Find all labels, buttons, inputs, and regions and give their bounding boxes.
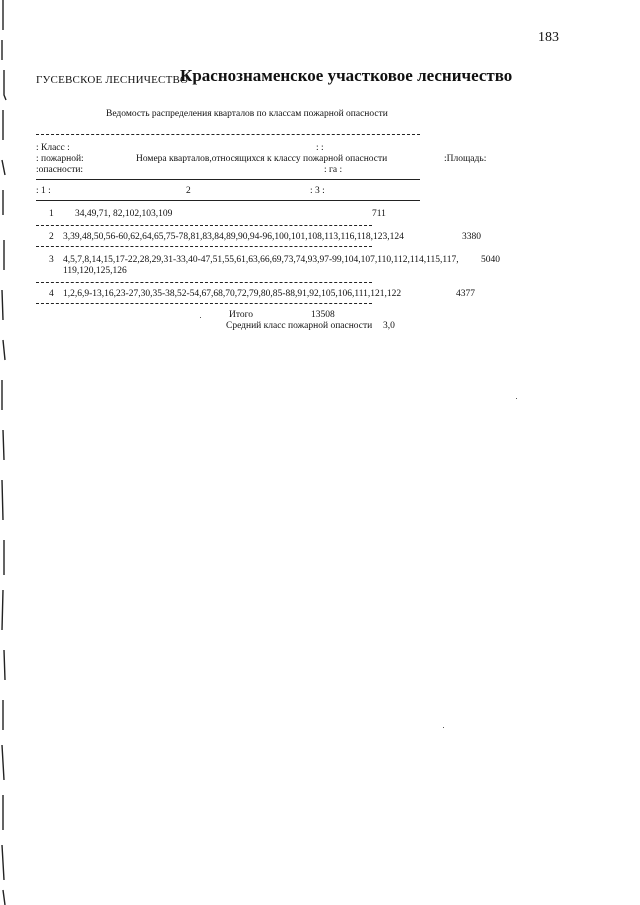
quarters-list: 1,2,6,9-13,16,23-27,30,35-38,52-54,67,68,70,72,79,80,85-88,91,92,105,106,111,121,122 [63, 289, 402, 299]
average-class-label: Средний класс пожарной опасности [226, 321, 373, 331]
class-number: 2 [49, 232, 54, 242]
area-value: 4377 [456, 289, 475, 299]
class-number: 3 [49, 255, 54, 265]
district-forestry-title: Краснознаменское участковое лесничество [180, 66, 513, 85]
area-value: 5040 [481, 255, 500, 265]
class-number: 1 [49, 209, 54, 219]
row-divider [36, 225, 372, 226]
numbering-rule [36, 200, 420, 201]
table-top-rule [36, 134, 420, 135]
class-number: 4 [49, 289, 54, 299]
header-class-label: : Класс : [36, 143, 70, 153]
total-label: Итого [229, 310, 254, 320]
total-value: 13508 [311, 310, 335, 320]
quarters-list-continued: 119,120,125,126 [63, 266, 127, 276]
column-number-1: : 1 : [36, 186, 51, 196]
scan-speck [200, 317, 201, 318]
header-area-label: :Площадь: [444, 154, 487, 164]
quarters-list: 34,49,71, 82,102,103,109 [75, 209, 173, 219]
header-area-unit: : га : [324, 165, 343, 175]
area-value: 3380 [462, 232, 481, 242]
column-number-2: 2 [186, 186, 191, 196]
page-number: 183 [538, 30, 559, 45]
scan-speck [443, 727, 444, 728]
document-title: Ведомость распределения кварталов по классам пожарной опасности [106, 109, 388, 119]
forestry-name: ГУСЕВСКОЕ ЛЕСНИЧЕСТВО [36, 74, 189, 86]
header-danger-label: :опасности: [36, 165, 84, 175]
quarters-list: 4,5,7,8,14,15,17-22,28,29,31-33,40-47,51,55,61,63,66,69,73,74,93,97-99,104,107,110,112,114,115,117, [63, 255, 459, 265]
quarters-list: 3,39,48,50,56-60,62,64,65,75-78,81,83,84,89,90,94-96,100,101,108,113,116,118,123,124 [63, 232, 404, 242]
row-divider [36, 282, 372, 283]
row-divider [36, 246, 372, 247]
header-quarters-label: Номера кварталов,относящихся к классу пожарной опасности [136, 154, 388, 164]
header-fire-label: : пожарной: [36, 154, 84, 164]
header-separator: : : [316, 143, 324, 153]
area-value: 711 [372, 209, 386, 219]
scan-edge-marks [0, 0, 14, 905]
column-number-3: : 3 : [310, 186, 325, 196]
scan-speck [516, 398, 517, 399]
header-rule [36, 179, 420, 180]
average-class-value: 3,0 [383, 321, 395, 331]
table-bottom-rule [36, 303, 372, 304]
